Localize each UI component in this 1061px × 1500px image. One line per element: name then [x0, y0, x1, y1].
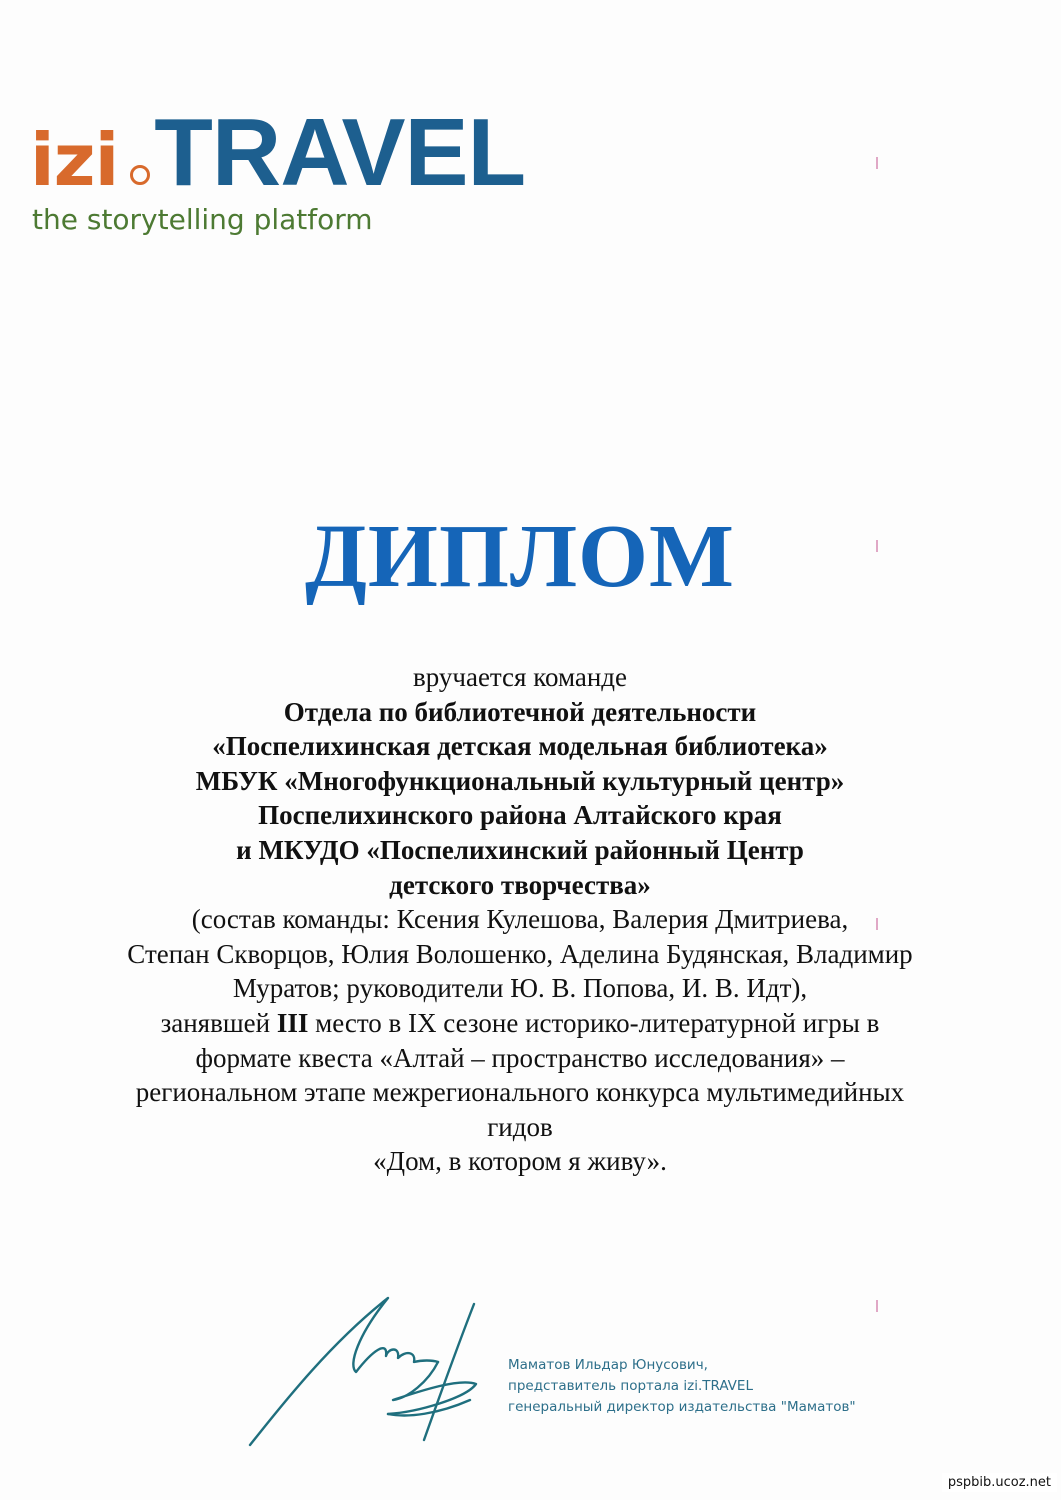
logo-dot-icon — [130, 165, 150, 185]
award-intro-line: вручается команде — [412, 662, 627, 692]
recipient-line-4: Поспелихинского района Алтайского края — [258, 800, 782, 831]
contest-line-2: региональном этапе межрегионального конкурса мультимедийных — [135, 1077, 905, 1108]
award-place-prefix: занявшей — [160, 1007, 277, 1038]
recipient-line-3: МБУК «Многофункциональный культурный центр» — [195, 765, 845, 796]
award-place-line — [30, 1006, 1010, 1041]
contest-line-3: гидов — [487, 1111, 553, 1142]
recipient-line-6: детского творчества» — [389, 869, 651, 900]
site-watermark: pspbib.ucoz.net — [942, 1473, 1057, 1492]
team-members-line-1: (состав команды: Ксения Кулешова, Валерия Дмитриева, — [191, 904, 849, 935]
scan-margin-mark — [876, 918, 878, 930]
scan-margin-mark — [876, 1300, 878, 1312]
handwritten-signature — [238, 1290, 508, 1460]
contest-line-1: формате квеста «Алтай – пространство исследования» – — [195, 1042, 845, 1073]
recipient-line-1: Отдела по библиотечной деятельности — [283, 696, 757, 727]
team-members-line-3: Муратов; руководители Ю. В. Попова, И. В. Идт), — [232, 973, 808, 1004]
logo-izi-text: izi — [30, 118, 119, 202]
recipient-line-2: «Поспелихинская детская модельная библиотека» — [212, 731, 828, 762]
izi-travel-logo — [30, 99, 590, 255]
recipient-line-5: и МКУДО «Поспелихинский районный Центр — [236, 834, 804, 865]
diploma-body — [30, 660, 1010, 1179]
logo-wordmark — [30, 99, 526, 206]
diploma-title: ДИПЛОМ — [305, 507, 735, 606]
scan-margin-mark — [876, 157, 878, 169]
signer-name: Маматов Ильдар Юнусович, — [508, 1357, 708, 1373]
logo-travel-text: TRAVEL — [154, 99, 526, 206]
award-place-suffix: место в IX сезоне историко-литературной игры в — [308, 1007, 880, 1038]
award-place-number: III — [276, 1007, 309, 1038]
signer-block — [508, 1355, 856, 1418]
team-members-line-2: Степан Скворцов, Юлия Волошенко, Аделина Будянская, Владимир — [127, 938, 913, 969]
logo-tagline: the storytelling platform — [32, 203, 373, 236]
scan-margin-mark — [876, 540, 878, 552]
contest-line-4: «Дом, в котором я живу». — [373, 1146, 667, 1177]
signer-role-2: генеральный директор издательства "Маматов" — [508, 1399, 856, 1415]
signer-role-1: представитель портала izi.TRAVEL — [508, 1378, 753, 1394]
